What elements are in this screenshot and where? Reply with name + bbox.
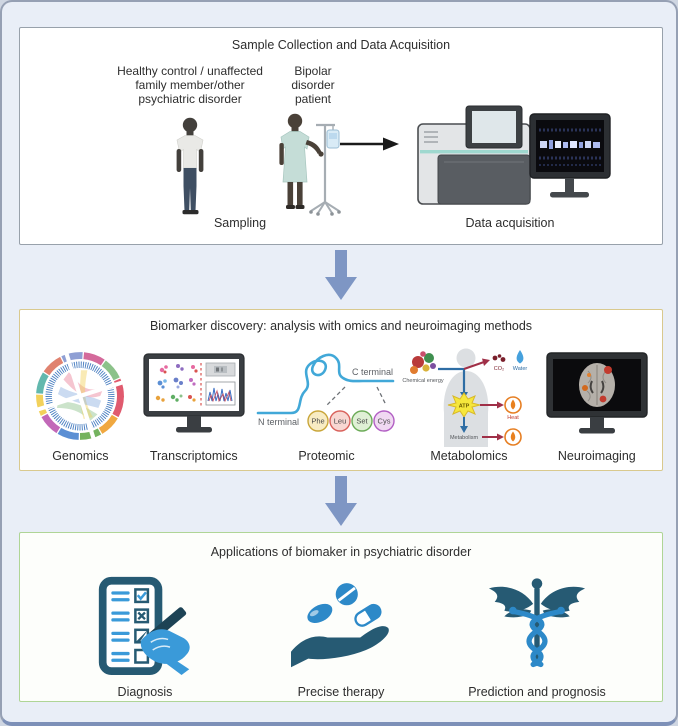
- n-terminal-label: N terminal: [258, 416, 300, 427]
- diagnosis-item: [50, 575, 240, 699]
- caption-line: psychiatric disorder: [138, 92, 242, 106]
- checklist-pen-icon: [86, 575, 204, 675]
- patient-caption: [258, 64, 368, 106]
- caption-line: Healthy control / unaffected: [117, 64, 263, 78]
- protein-structure-icon: [255, 349, 397, 443]
- data-acquisition-label: Data acquisition: [465, 216, 555, 230]
- genomics-label: Genomics: [52, 449, 109, 463]
- neuroimaging-item: [540, 348, 654, 463]
- residue-label: Phe: [311, 416, 326, 425]
- proteomic-label: Proteomic: [298, 449, 355, 463]
- caption-line: patient: [294, 92, 332, 106]
- biomarker-discovery-panel: [19, 309, 663, 471]
- residue-label: Leu: [334, 416, 347, 425]
- atp-label: ATP: [458, 403, 470, 409]
- omics-row: [28, 348, 654, 463]
- sampling-label: Sampling: [213, 216, 267, 230]
- applications-panel: [19, 532, 663, 702]
- caption-line: Bipolar: [294, 64, 332, 78]
- metabolism-label: Metabolism: [449, 434, 478, 441]
- caduceus-icon: [478, 575, 596, 675]
- metabolomics-label: Metabolomics: [430, 449, 508, 463]
- proteomic-item: [255, 348, 398, 463]
- metabolomics-item: [398, 348, 539, 463]
- caption-line: family member/other: [135, 78, 245, 92]
- transcriptomics-label: Transcriptomics: [149, 449, 238, 463]
- residue-label: Cys: [377, 416, 391, 425]
- transcriptomics-item: [133, 348, 255, 463]
- brain-scan-monitor-icon: [542, 349, 652, 443]
- neuroimaging-label: Neuroimaging: [557, 449, 636, 463]
- precise-therapy-item: [246, 575, 436, 699]
- caption-line: disorder: [291, 78, 335, 92]
- right-arrow-icon: [338, 133, 400, 155]
- c-terminal-label: C terminal: [352, 366, 394, 377]
- applications-row: [50, 575, 632, 699]
- precise-therapy-label: Precise therapy: [297, 685, 385, 699]
- diagnosis-label: Diagnosis: [117, 685, 173, 699]
- genomics-item: [28, 348, 133, 463]
- transcriptomics-monitor-icon: [138, 350, 250, 442]
- water-label: Water: [512, 365, 528, 372]
- patient-figure: [265, 110, 347, 218]
- discovery-panel-title: Biomarker discovery: analysis with omics and neuroimaging methods: [149, 319, 533, 333]
- down-arrow-icon: [323, 250, 359, 302]
- applications-panel-title: Applications of biomaker in psychiatric disorder: [210, 545, 472, 559]
- sample-panel-title: Sample Collection and Data Acquisition: [231, 38, 451, 52]
- sample-collection-panel: [19, 27, 663, 245]
- heat-label: Heat: [507, 414, 519, 421]
- prediction-prognosis-label: Prediction and prognosis: [468, 685, 606, 699]
- residue-label: Set: [356, 416, 369, 425]
- hand-pills-icon: [282, 575, 400, 675]
- co2-label: CO₂: [493, 365, 505, 372]
- circos-plot-icon: [34, 350, 126, 442]
- prediction-prognosis-item: [442, 575, 632, 699]
- healthy-person-figure: [160, 116, 220, 216]
- chemical-energy-label: Chemical energy: [402, 377, 444, 384]
- sequencer-icon: [408, 104, 620, 220]
- metabolism-diagram-icon: [402, 345, 536, 447]
- down-arrow-icon: [323, 476, 359, 528]
